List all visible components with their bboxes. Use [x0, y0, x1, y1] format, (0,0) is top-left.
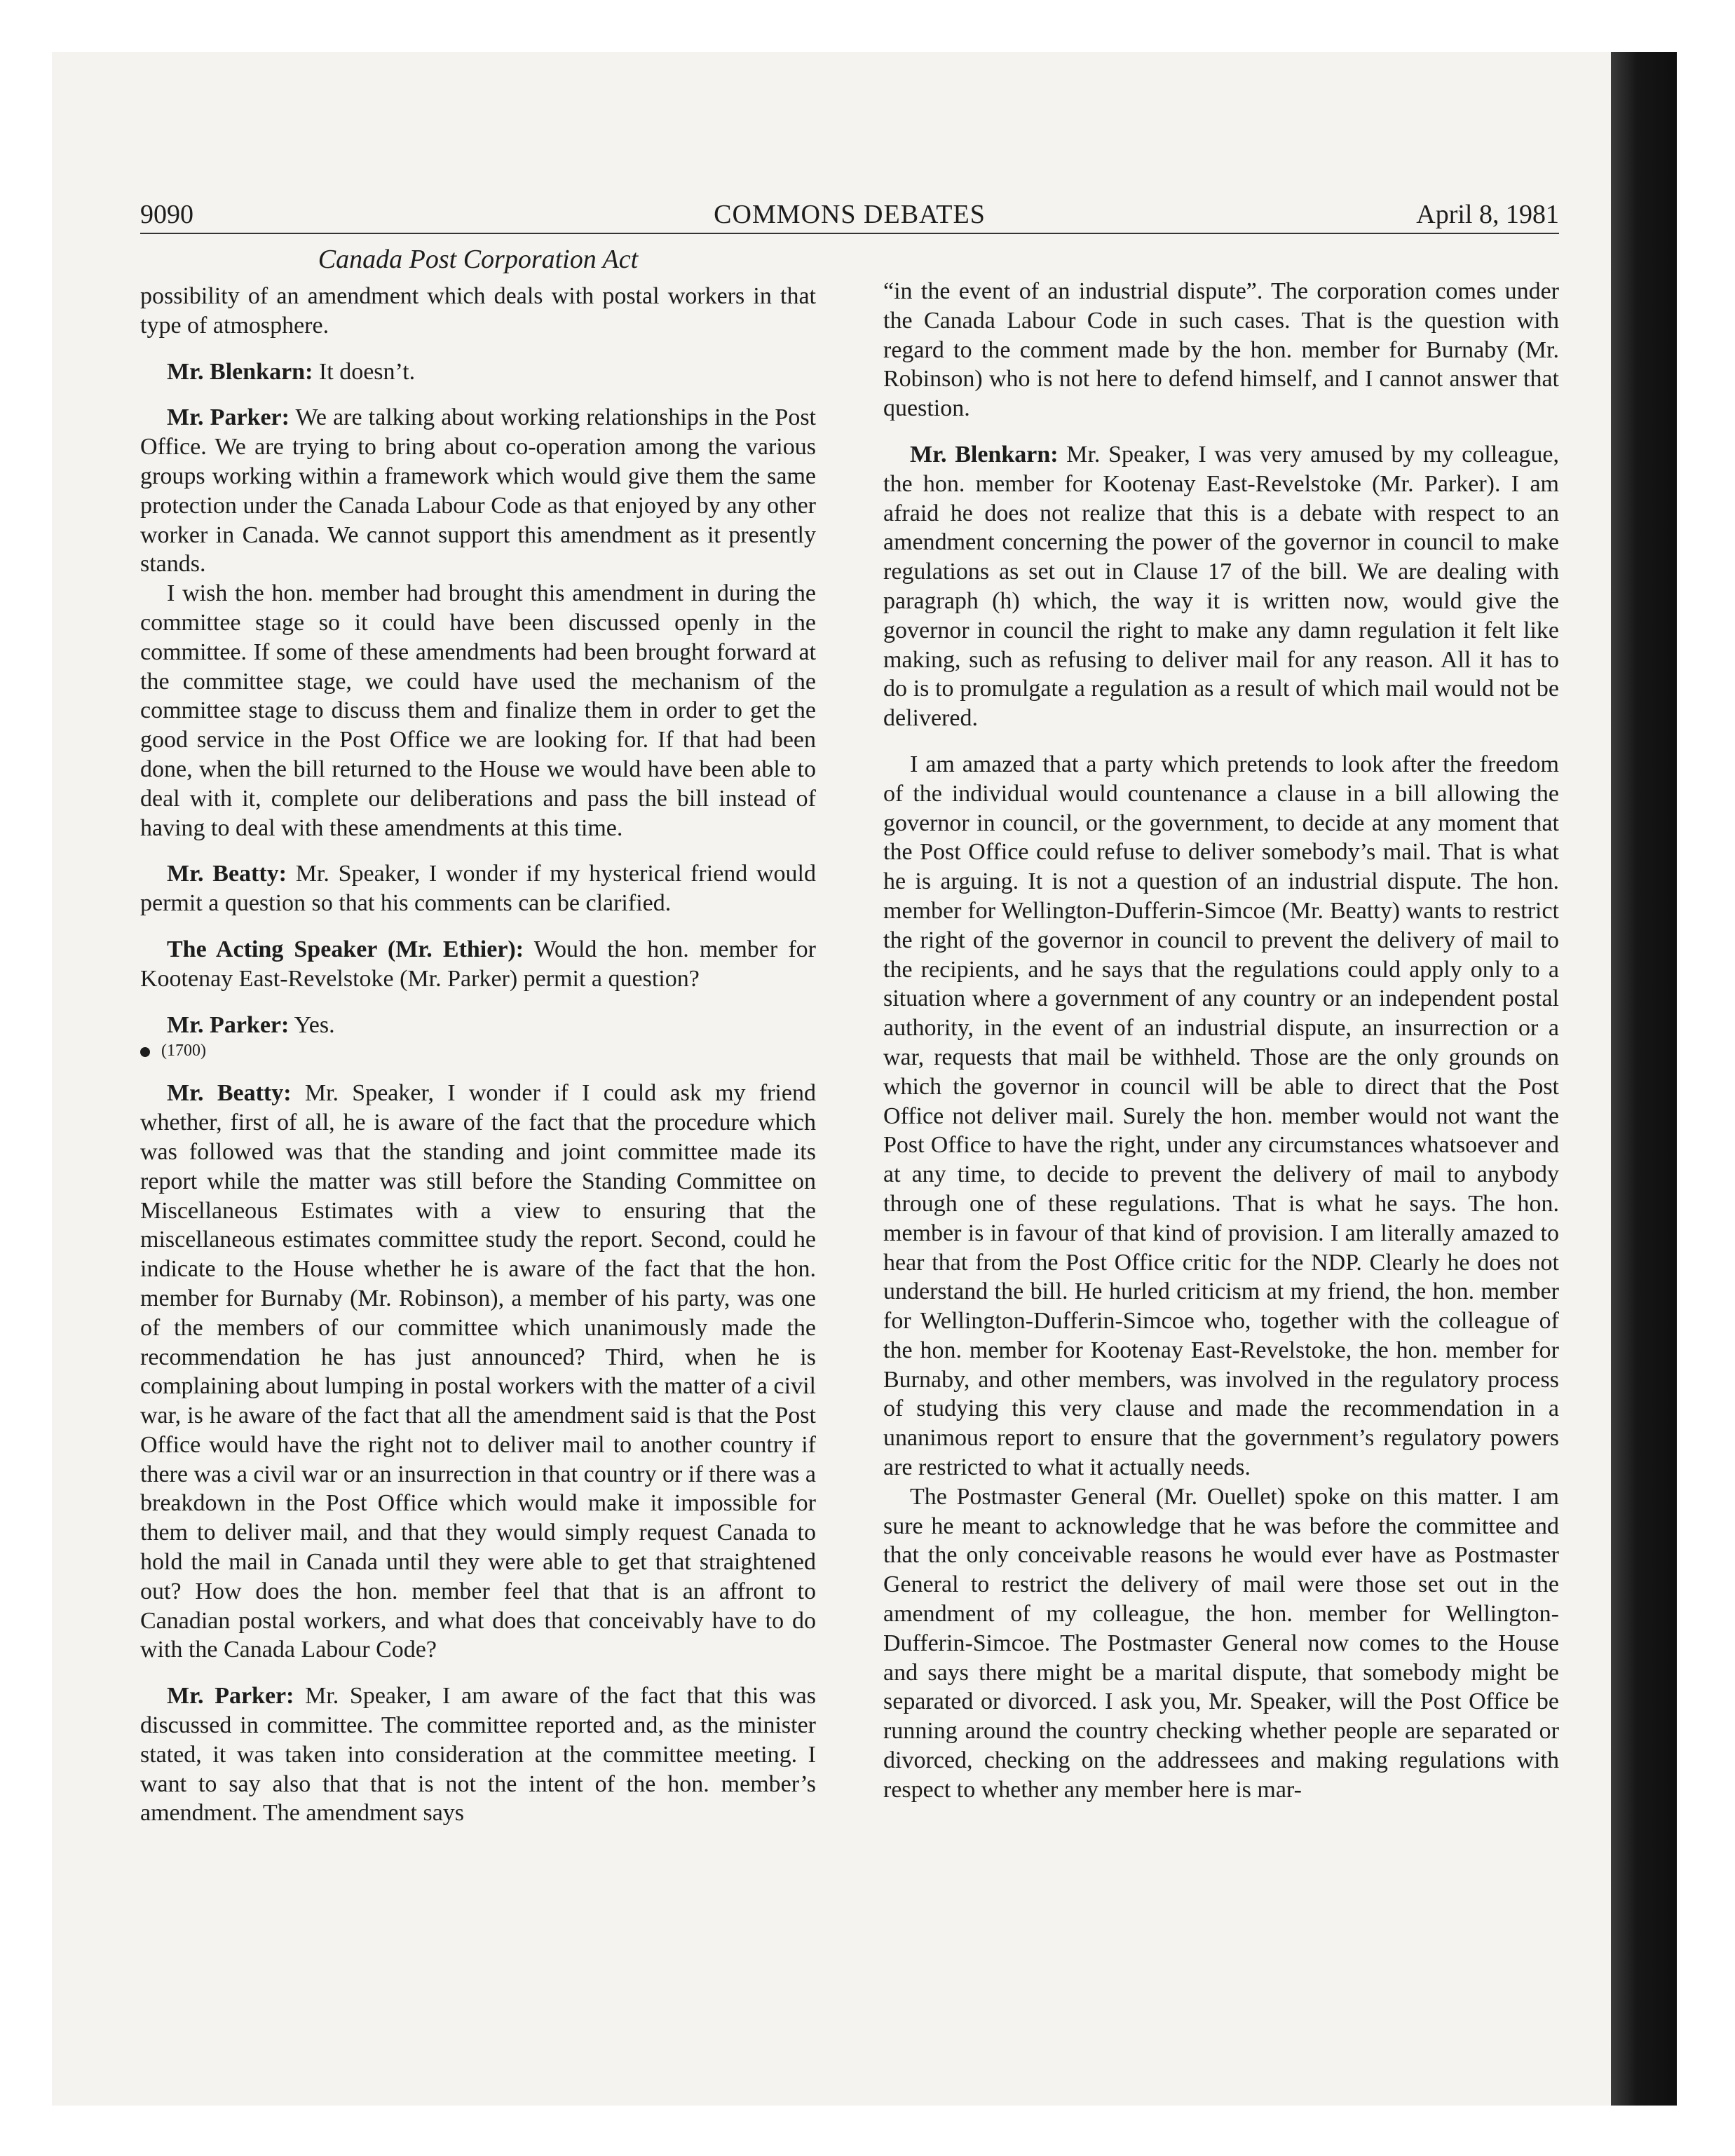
- speech-text: Mr. Speaker, I was very amused by my colleague, the hon. member for Kootenay East-Revelstoke (Mr. Parker). I am afraid he does not realize that this is a debate with respect to an amendment concerning the power of the governor in council to make regulations as set out in Clause 17 of the bill. We are dealing with paragraph (h) which, the way it is written now, would give the governor in council the right to make any damn regulation it felt like making, such as refusing to deliver mail for any reason. All it has to do is to promulgate a regulation as a result of which mail would not be delivered.: [883, 441, 1560, 732]
- paragraph: I wish the hon. member had brought this amendment in during the committee stage so it could have been discussed openly in the committee. If some of these amendments had been brought forward at the committee stage, we could have used the mechanism of the committee stage to discuss them and finalize them in order to get the good service in the Post Office we are looking for. If that had been done, when the bill returned to the House we would have been able to deal with it, complete our deliberations and pass the bill instead of having to deal with these amendments at this time.: [140, 580, 816, 841]
- speech-text: Yes.: [294, 1011, 335, 1038]
- paragraph: The Postmaster General (Mr. Ouellet) spoke on this matter. I am sure he meant to acknowledge that he was before the committee and that the only conceivable reasons he would ever have as Postmaster General to restrict the delivery of mail were those set out in the amendment of my colleague, the hon. member for Wellington-Dufferin-Simcoe. The Postmaster General now comes to the House and says there might be a marital dispute, that somebody might be separated or divorced. I ask you, Mr. Speaker, will the Post Office be running around the country checking whether people are separated or divorced, checking on the addressees and making regulations with respect to whether any member here is mar-: [883, 1483, 1559, 1803]
- paragraph: [140, 1681, 816, 1828]
- scan-dark-edge: [1611, 52, 1677, 2106]
- speaker-name: Mr. Beatty:: [167, 861, 287, 887]
- publication-title: COMMONS DEBATES: [714, 200, 986, 229]
- time-marker-text: (1700): [161, 1042, 206, 1060]
- bullet-icon: [140, 1047, 150, 1057]
- running-header: [140, 198, 1559, 231]
- speaker-name: Mr. Parker:: [167, 404, 290, 431]
- right-column: [883, 277, 1559, 1805]
- speech-text: Mr. Speaker, I am aware of the fact that this was discussed in committee. The committee reported and, as the minister stated, it was taken into consideration at the committee meeting. I want to say also that that is not the intent of the hon. member’s amendment. The amendment says: [140, 1683, 817, 1827]
- speaker-name: The Acting Speaker (Mr. Ethier):: [167, 936, 524, 962]
- paragraph: possibility of an amendment which deals with postal workers in that type of atmosphere.: [140, 283, 816, 339]
- speech-text: It doesn’t.: [318, 358, 416, 385]
- paragraph: “in the event of an industrial dispute”. The corporation comes under the Canada Labour Code in such cases. That is the question with regard to the comment made by the hon. member for Burnaby (Mr. Robinson) who is not here to defend himself, and I cannot answer that question.: [883, 278, 1559, 422]
- speaker-name: Mr. Parker:: [167, 1011, 290, 1038]
- left-column: [140, 282, 816, 1828]
- page-number: 9090: [140, 200, 193, 229]
- speaker-name: Mr. Parker:: [167, 1683, 294, 1710]
- paragraph: [140, 357, 816, 387]
- speaker-name: Mr. Beatty:: [167, 1080, 292, 1107]
- time-marker: [140, 1039, 816, 1062]
- header-date: April 8, 1981: [1416, 200, 1559, 229]
- speaker-name: Mr. Blenkarn:: [167, 358, 313, 385]
- speech-text: Mr. Speaker, I wonder if I could ask my friend whether, first of all, he is aware of the fact that the procedure which was followed was that the standing and joint committee made its report while the matter was still before the Standing Committee on Miscellaneous Estimates with a view to ensuring that the miscellaneous estimates committee study the report. Second, could he indicate to the House whether he is aware of the fact that the hon. member for Burnaby (Mr. Robinson), a member of his party, was one of the members of our committee which unanimously made the recommendation he has just announced? Third, when he is complaining about lumping in postal workers with the matter of a civil war, is he aware of the fact that all the amendment said is that the Post Office would have the right not to deliver mail to another country if there was a civil war or an insurrection in that country or if there was a breakdown in the Post Office which would make it impossible for them to deliver mail, and that they would simply request Canada to hold the mail in Canada until they were able to get that straightened out? How does the hon. member feel that that is an affront to Canadian postal workers, and what does that conceivably have to do with the Canada Labour Code?: [140, 1080, 817, 1663]
- paragraph: [140, 859, 816, 918]
- document-page: [140, 198, 1559, 2062]
- speech-text: Would the hon. member for Kootenay East-Revelstoke (Mr. Parker) permit a question?: [140, 936, 816, 992]
- paragraph: I am amazed that a party which pretends to look after the freedom of the individual would countenance a clause in a bill allowing the governor in council, or the government, to decide at any moment that the Post Office could refuse to deliver somebody’s mail. That is what he is arguing. It is not a question of an industrial dispute. The hon. member for Wellington-Dufferin-Simcoe (Mr. Beatty) wants to restrict the right of the governor in council to prevent the delivery of mail to the recipients, and he says that the regulations could apply only to a situation where a government of any country or an independent postal authority, in the event of an industrial dispute, an insurrection or a war, requests that mail be withheld. Those are the only grounds on which the governor in council will be able to direct that the Post Office not deliver mail. Surely the hon. member would not want the Post Office to have the right, under any circumstances whatsoever and at any time, to decide to prevent the delivery of mail to anybody through one of these regulations. That is what he says. The hon. member is in favour of that kind of provision. I am literally amazed to hear that from the Post Office critic for the NDP. Clearly he does not understand the bill. He hurled criticism at my friend, the hon. member for Wellington-Dufferin-Simcoe who, together with the colleague of the hon. member for Kootenay East-Revelstoke, the hon. member for Burnaby, and other members, was involved in the regulatory process of studying this very clause and made the recommendation in a unanimous report to ensure that the government’s regulatory powers are restricted to what it actually needs.: [883, 751, 1559, 1481]
- speech-text: Mr. Speaker, I wonder if my hysterical friend would permit a question so that his comments can be clarified.: [140, 861, 816, 917]
- paragraph: [883, 440, 1559, 733]
- speaker-name: Mr. Blenkarn:: [910, 441, 1059, 468]
- header-rule: [140, 233, 1559, 234]
- paragraph: [140, 935, 816, 994]
- paragraph: [140, 403, 816, 579]
- section-subheading: Canada Post Corporation Act: [318, 245, 639, 274]
- paragraph: [140, 1011, 816, 1040]
- speech-text: We are talking about working relationships in the Post Office. We are trying to bring about co-operation among the various groups working within a framework which would give them the same protection under the Canada Labour Code as that enjoyed by any other worker in Canada. We cannot support this amendment as it presently stands.: [140, 404, 816, 578]
- paragraph: [140, 1079, 816, 1665]
